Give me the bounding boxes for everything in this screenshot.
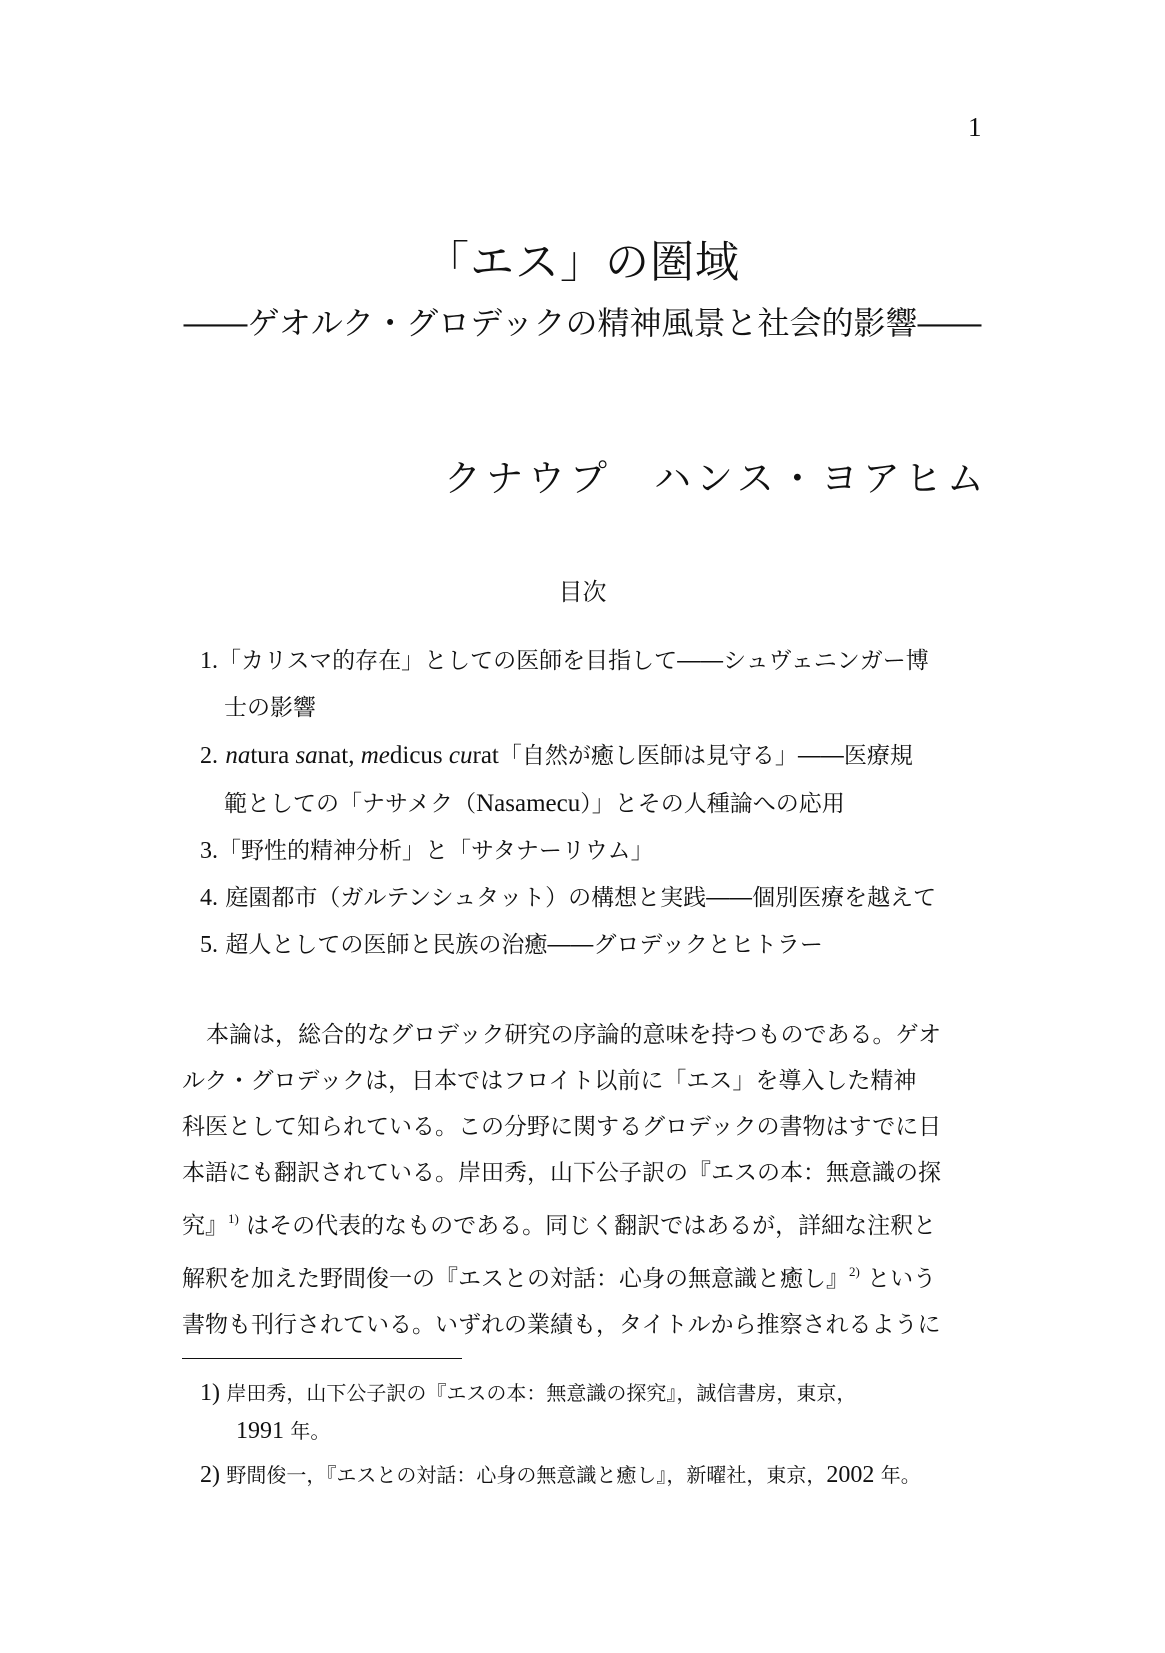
footnote-continuation [200, 1412, 1020, 1450]
toc-item-text: 超人としての医師と民族の治癒――グロデックとヒトラー [225, 932, 823, 958]
toc-item-text: 庭園都市（ガルテンシュタット）の構想と実践――個別医療を越えて [225, 885, 937, 911]
author-name: クナウプ ハンス・ヨアヒム [444, 457, 989, 500]
footnote-mark: 2) [200, 1462, 220, 1488]
latin-roman: rat [472, 742, 499, 769]
body-line: 書物も刊行されている。いずれの業績も，タイトルから推察されるように [182, 1312, 941, 1338]
latin-italic: me [360, 742, 390, 769]
footnote-text: 野間俊一，『エスとの対話：心身の無意識と癒し』，新曜社，東京， [226, 1463, 827, 1487]
footnote-separator [182, 1358, 462, 1359]
toc-item-number: 4. [200, 885, 218, 911]
footnote-reference[interactable]: 2) [849, 1264, 860, 1279]
latin-term: Nasamecu [476, 790, 581, 817]
body-line [182, 1196, 1002, 1249]
toc-item-number: 3. [200, 838, 218, 864]
footnote-text: 岸田秀，山下公子訳の『エスの本：無意識の探究』，誠信書房，東京， [226, 1381, 857, 1405]
toc-heading: 目次 [558, 578, 607, 606]
toc-item-text: ）」とその人種論への応用 [580, 791, 845, 817]
latin-phrase [225, 742, 499, 769]
toc-item [200, 638, 1020, 685]
latin-roman: nat, [317, 742, 361, 769]
footnote-mark: 1) [200, 1380, 220, 1406]
toc-item-text: 「野性的精神分析」と「サタナーリウム」 [218, 838, 654, 864]
footnotes [200, 1374, 1020, 1494]
footnote-year: 2002 [826, 1462, 875, 1488]
body-line: 本語にも翻訳されている。岸田秀，山下公子訳の『エスの本：無意識の探 [182, 1160, 941, 1186]
body-line: 科医として知られている。この分野に関するグロデックの書物はすでに日 [182, 1114, 942, 1140]
body-paragraph [182, 1012, 1002, 1348]
toc-item-text: 「カリスマ的存在」としての医師を目指して――シュヴェニンガー博 [218, 648, 929, 674]
footnote-text: 年。 [290, 1419, 331, 1443]
body-text-span: はその代表的なものである。同じく翻訳ではあるが，詳細な注釈と [246, 1213, 937, 1239]
body-text-span: 究』 [182, 1213, 228, 1239]
toc-item-text: 範としての「ナサメク（ [224, 791, 477, 817]
latin-roman: tura [250, 742, 296, 769]
toc-item-text: 「自然が癒し医師は見守る」――医療規 [498, 743, 913, 769]
latin-italic: na [225, 742, 251, 769]
page-number: 1 [968, 112, 982, 142]
table-of-contents [200, 638, 1020, 969]
footnote-item [200, 1456, 1020, 1494]
footnote-year: 1991 [236, 1418, 284, 1444]
toc-item [200, 828, 1020, 875]
toc-item-number: 5. [200, 932, 218, 958]
body-text-span: 解釈を加えた野間俊一の『エスとの対話：心身の無意識と癒し』 [182, 1266, 849, 1292]
toc-item [200, 875, 1020, 922]
toc-item [200, 732, 1020, 780]
toc-item-number: 1. [200, 648, 218, 674]
body-line: ルク・グロデックは，日本ではフロイト以前に「エス」を導入した精神 [182, 1068, 917, 1094]
toc-item-text: 士の影響 [224, 695, 316, 721]
footnote-text: 年。 [880, 1463, 921, 1487]
toc-item [200, 922, 1020, 969]
body-line [182, 1249, 1002, 1302]
body-text-span: という [867, 1266, 937, 1292]
latin-roman: dicus [389, 742, 449, 769]
toc-item-number: 2. [200, 743, 218, 769]
footnote-reference[interactable]: 1) [228, 1211, 239, 1226]
toc-item-continuation [200, 780, 1020, 828]
footnote-item [200, 1374, 1020, 1412]
paper-title: 「エス」の圏域 [425, 237, 740, 288]
body-line: 本論は，総合的なグロデック研究の序論的意味を持つものである。ゲオ [206, 1022, 942, 1048]
toc-item-continuation [200, 685, 1020, 732]
paper-subtitle: ――ゲオルク・グロデックの精神風景と社会的影響―― [183, 304, 982, 342]
latin-italic: cu [448, 742, 473, 769]
latin-italic: sa [295, 742, 318, 769]
